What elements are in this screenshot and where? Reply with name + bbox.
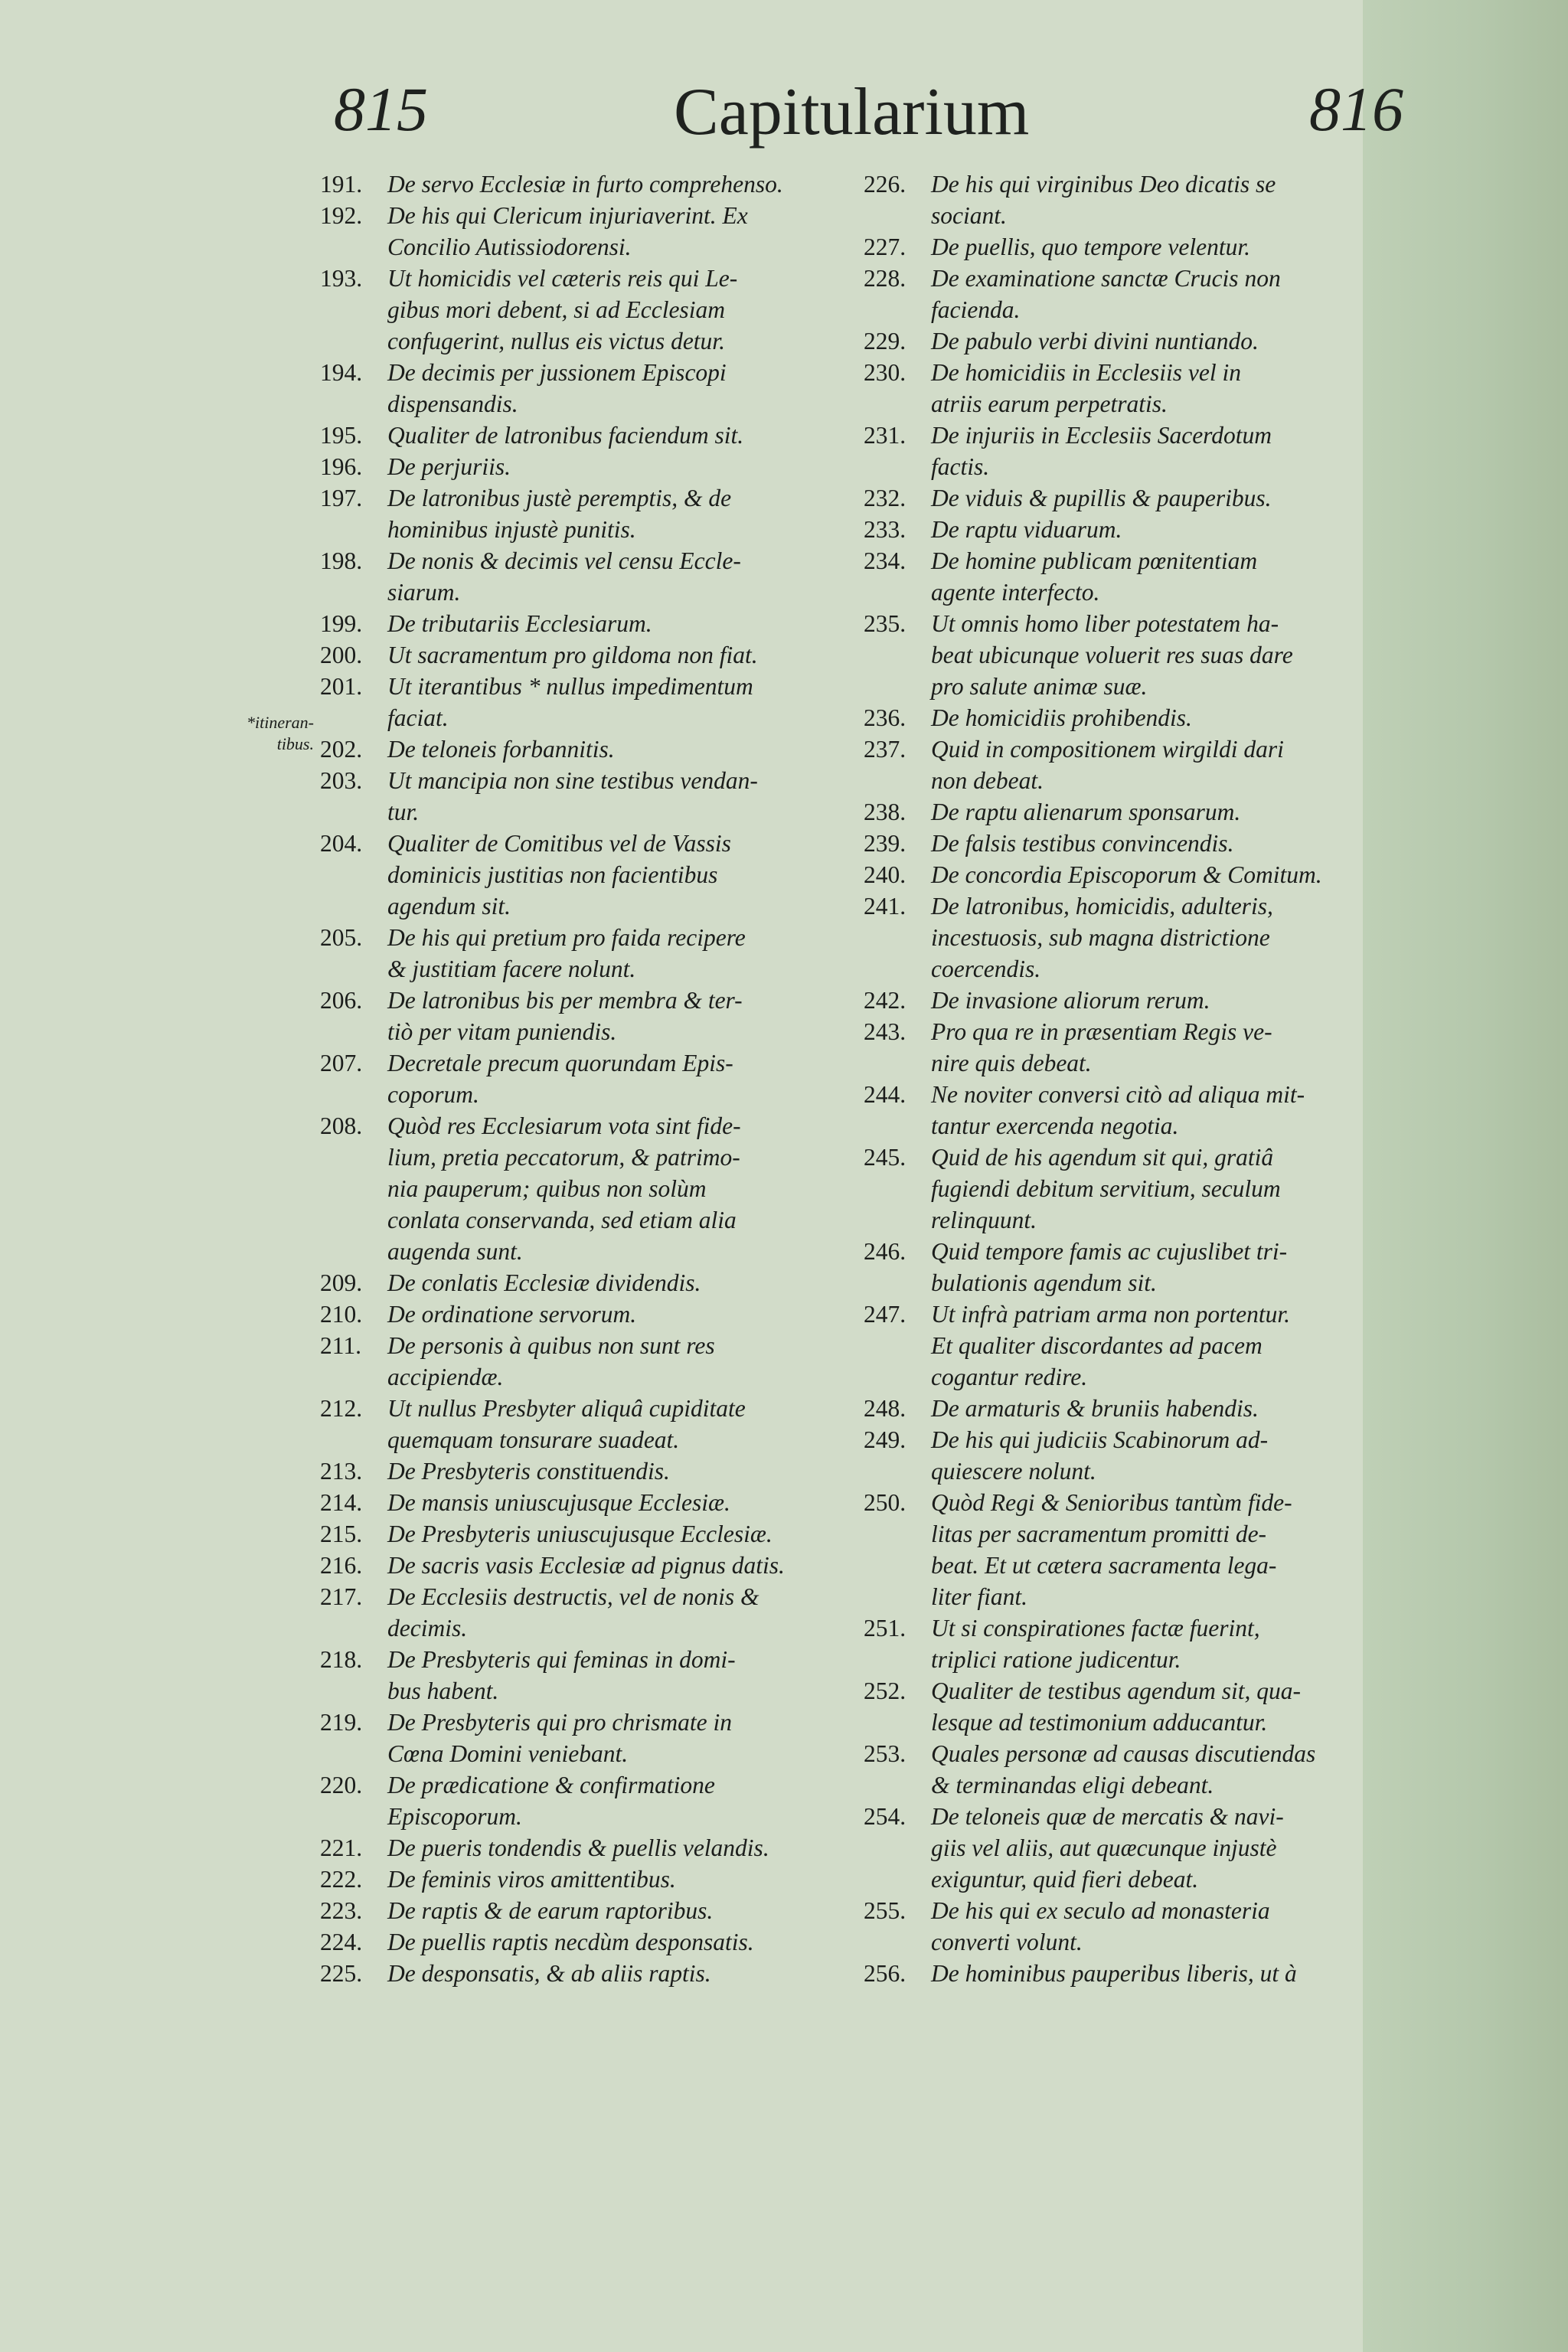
chapter-number: 191. [320, 171, 363, 198]
chapter-number: 202. [320, 736, 363, 763]
chapter-entry [864, 545, 1392, 608]
chapter-number: 250. [864, 1489, 906, 1516]
chapter-entry [320, 1487, 848, 1518]
chapter-number: 196. [320, 453, 363, 480]
chapter-number: 219. [320, 1709, 363, 1736]
chapter-entry [864, 608, 1392, 702]
chapter-number: 230. [864, 359, 906, 386]
chapter-title: De his qui Clericum injuriaverint. Ex Concilio Autissiodorensi. [387, 202, 748, 260]
chapter-title: De hominibus pauperibus liberis, ut à [931, 1960, 1297, 1987]
chapter-entry [864, 1895, 1392, 1958]
chapter-number: 205. [320, 924, 363, 951]
chapter-title: Ut mancipia non sine testibus vendan- tur. [387, 767, 758, 825]
chapter-entry [864, 796, 1392, 828]
chapter-title: Ut homicidis vel cæteris reis qui Le- gibus mori debent, si ad Ecclesiam confugerint, nullus eis victus detur. [387, 265, 738, 354]
chapter-entry [320, 1298, 848, 1330]
chapter-entry [320, 608, 848, 639]
chapter-number: 246. [864, 1238, 906, 1265]
chapter-title: De armaturis & bruniis habendis. [931, 1395, 1259, 1422]
chapter-number: 224. [320, 1929, 363, 1955]
chapter-title: De mansis uniuscujusque Ecclesiæ. [387, 1489, 730, 1516]
chapter-number: 237. [864, 736, 906, 763]
chapter-number: 212. [320, 1395, 363, 1422]
chapter-number: 195. [320, 422, 363, 449]
chapter-entry [864, 1016, 1392, 1079]
chapter-number: 217. [320, 1583, 363, 1610]
chapter-title: Quòd Regi & Senioribus tantùm fide- litas per sacramentum promitti de- beat. Et ut cætera sacramenta lega- liter fiant. [931, 1489, 1292, 1610]
chapter-number: 218. [320, 1646, 363, 1673]
chapter-title: De concordia Episcoporum & Comitum. [931, 861, 1322, 888]
chapter-entry [320, 922, 848, 985]
chapter-number: 242. [864, 987, 906, 1014]
chapter-entry [320, 985, 848, 1047]
chapter-entry [864, 325, 1392, 357]
chapter-title: De raptu viduarum. [931, 516, 1122, 543]
chapter-entry [864, 1958, 1392, 1989]
chapter-title: De raptis & de earum raptoribus. [387, 1897, 714, 1924]
chapter-title: De viduis & pupillis & pauperibus. [931, 485, 1272, 511]
chapter-entry [864, 231, 1392, 263]
chapter-entry [320, 357, 848, 420]
chapter-number: 216. [320, 1552, 363, 1579]
chapter-number: 234. [864, 547, 906, 574]
chapter-title: Quid in compositionem wirgildi dari non debeat. [931, 736, 1284, 794]
chapter-entry [864, 985, 1392, 1016]
page-number-left: 815 [334, 74, 428, 144]
chapter-entry [320, 1518, 848, 1550]
chapter-title: De servo Ecclesiæ in furto comprehenso. [387, 171, 783, 198]
chapter-entry [864, 1675, 1392, 1738]
chapter-title: De teloneis forbannitis. [387, 736, 615, 763]
page-number-right: 816 [1309, 74, 1403, 144]
chapter-entry [864, 420, 1392, 482]
chapter-number: 200. [320, 642, 363, 668]
chapter-number: 223. [320, 1897, 363, 1924]
page-gutter [1363, 0, 1568, 2352]
chapter-entry [320, 1110, 848, 1267]
chapter-number: 235. [864, 610, 906, 637]
chapter-title: De homine publicam pœnitentiam agente interfecto. [931, 547, 1258, 606]
chapter-entry [864, 1612, 1392, 1675]
chapter-title: De Presbyteris qui feminas in domi- bus habent. [387, 1646, 736, 1704]
chapter-entry [320, 1926, 848, 1958]
chapter-number: 226. [864, 171, 906, 198]
chapter-entry [320, 828, 848, 922]
chapter-title: De feminis viros amittentibus. [387, 1866, 676, 1893]
chapter-title: De Presbyteris qui pro chrismate in Cœna Domini veniebant. [387, 1709, 732, 1767]
chapter-entry [320, 451, 848, 482]
chapter-title: Ut nullus Presbyter aliquâ cupiditate quemquam tonsurare suadeat. [387, 1395, 746, 1453]
chapter-entry [320, 482, 848, 545]
chapter-entry [864, 1236, 1392, 1298]
chapter-title: Qualiter de testibus agendum sit, qua- lesque ad testimonium adducantur. [931, 1677, 1301, 1736]
chapter-number: 227. [864, 234, 906, 260]
chapter-title: De tributariis Ecclesiarum. [387, 610, 652, 637]
chapter-number: 249. [864, 1426, 906, 1453]
chapter-number: 229. [864, 328, 906, 354]
chapter-entry [864, 1142, 1392, 1236]
chapter-title: Ut infrà patriam arma non portentur. Et qualiter discordantes ad pacem cogantur redire. [931, 1301, 1291, 1390]
chapter-title: De perjuriis. [387, 453, 511, 480]
chapter-number: 248. [864, 1395, 906, 1422]
chapter-entry [320, 1864, 848, 1895]
chapter-title: De latronibus bis per membra & ter- tiò per vitam puniendis. [387, 987, 743, 1045]
chapter-entry [864, 1487, 1392, 1612]
chapter-title: De his qui virginibus Deo dicatis se sociant. [931, 171, 1276, 229]
chapter-number: 236. [864, 704, 906, 731]
chapter-entry [864, 263, 1392, 325]
chapter-title: De ordinatione servorum. [387, 1301, 637, 1328]
chapter-number: 245. [864, 1144, 906, 1171]
running-title: Capitularium [674, 75, 1030, 149]
chapter-title: De falsis testibus convincendis. [931, 830, 1234, 857]
chapter-entry [864, 1079, 1392, 1142]
right-column-entries [864, 168, 1392, 1989]
chapter-title: De homicidiis in Ecclesiis vel in atriis earum perpetratis. [931, 359, 1242, 417]
chapter-number: 251. [864, 1615, 906, 1642]
chapter-title: De invasione aliorum rerum. [931, 987, 1210, 1014]
chapter-entry [320, 765, 848, 828]
chapter-title: Qualiter de Comitibus vel de Vassis dominicis justitias non facientibus agendum sit. [387, 830, 731, 920]
chapter-title: De raptu alienarum sponsarum. [931, 799, 1241, 825]
chapter-title: Quòd res Ecclesiarum vota sint fide- lium, pretia peccatorum, & patrimo- nia pauperum; quibus non solùm conlata conservanda, sed etiam alia augenda sunt. [387, 1112, 741, 1265]
chapter-entry [864, 828, 1392, 859]
chapter-number: 253. [864, 1740, 906, 1767]
chapter-number: 203. [320, 767, 363, 794]
chapter-title: De homicidiis prohibendis. [931, 704, 1192, 731]
chapter-entry [320, 1644, 848, 1707]
chapter-entry [320, 1393, 848, 1455]
chapter-number: 220. [320, 1772, 363, 1798]
chapter-number: 233. [864, 516, 906, 543]
chapter-number: 192. [320, 202, 363, 229]
chapter-number: 213. [320, 1458, 363, 1485]
left-column-entries [320, 168, 848, 1989]
chapter-entry [864, 168, 1392, 231]
chapter-entry [320, 1581, 848, 1644]
chapter-number: 208. [320, 1112, 363, 1139]
chapter-entry [320, 168, 848, 200]
chapter-entry [864, 733, 1392, 796]
chapter-entry [864, 1393, 1392, 1424]
chapter-title: Ut omnis homo liber potestatem ha- beat ubicunque voluerit res suas dare pro salute animæ suæ. [931, 610, 1293, 700]
chapter-title: Qualiter de latronibus faciendum sit. [387, 422, 744, 449]
chapter-title: Ut sacramentum pro gildoma non fiat. [387, 642, 758, 668]
chapter-number: 221. [320, 1834, 363, 1861]
chapter-number: 252. [864, 1677, 906, 1704]
chapter-title: De personis à quibus non sunt res accipiendæ. [387, 1332, 715, 1390]
chapter-number: 238. [864, 799, 906, 825]
chapter-number: 232. [864, 485, 906, 511]
chapter-entry [864, 890, 1392, 985]
chapter-number: 207. [320, 1050, 363, 1076]
chapter-number: 244. [864, 1081, 906, 1108]
chapter-entry [320, 1330, 848, 1393]
chapter-number: 243. [864, 1018, 906, 1045]
chapter-entry [320, 1267, 848, 1298]
margin-note: *itineran- tibus. [247, 713, 314, 753]
chapter-number: 210. [320, 1301, 363, 1328]
chapter-number: 240. [864, 861, 906, 888]
chapter-title: De Presbyteris uniuscujusque Ecclesiæ. [387, 1521, 773, 1547]
chapter-number: 209. [320, 1269, 363, 1296]
chapter-entry [320, 733, 848, 765]
chapter-entry [320, 1832, 848, 1864]
chapter-number: 198. [320, 547, 363, 574]
chapter-number: 215. [320, 1521, 363, 1547]
chapter-number: 225. [320, 1960, 363, 1987]
chapter-entry [320, 1455, 848, 1487]
chapter-entry [320, 1769, 848, 1832]
chapter-title: De desponsatis, & ab aliis raptis. [387, 1960, 711, 1987]
chapter-title: Quales personæ ad causas discutiendas & terminandas eligi debeant. [931, 1740, 1316, 1798]
chapter-title: De Ecclesiis destructis, vel de nonis & decimis. [387, 1583, 760, 1642]
chapter-entry [864, 859, 1392, 890]
chapter-number: 199. [320, 610, 363, 637]
chapter-title: Ut iterantibus * nullus impedimentum faciat. [387, 673, 753, 731]
chapter-number: 193. [320, 265, 363, 292]
chapter-entry [320, 671, 848, 733]
chapter-number: 241. [864, 893, 906, 920]
chapter-entry [864, 1298, 1392, 1393]
chapter-title: De sacris vasis Ecclesiæ ad pignus datis. [387, 1552, 785, 1579]
chapter-entry [864, 1424, 1392, 1487]
chapter-number: 247. [864, 1301, 906, 1328]
chapter-title: De latronibus justè peremptis, & de hominibus injustè punitis. [387, 485, 732, 543]
chapter-entry [864, 482, 1392, 514]
chapter-entry [320, 1047, 848, 1110]
chapter-number: 228. [864, 265, 906, 292]
chapter-title: Pro qua re in præsentiam Regis ve- nire quis debeat. [931, 1018, 1272, 1076]
chapter-title: De injuriis in Ecclesiis Sacerdotum factis. [931, 422, 1272, 480]
chapter-entry [320, 545, 848, 608]
chapter-title: Ut si conspirationes factæ fuerint, triplici ratione judicentur. [931, 1615, 1260, 1673]
chapter-number: 254. [864, 1803, 906, 1830]
chapter-entry [320, 1707, 848, 1769]
chapter-entry [320, 1958, 848, 1989]
chapter-number: 194. [320, 359, 363, 386]
chapter-number: 256. [864, 1960, 906, 1987]
chapter-title: De pabulo verbi divini nuntiando. [931, 328, 1259, 354]
chapter-entry [864, 1801, 1392, 1895]
chapter-title: De his qui ex seculo ad monasteria converti volunt. [931, 1897, 1270, 1955]
chapter-title: De teloneis quæ de mercatis & navi- giis vel aliis, aut quæcunque injustè exiguntur, quid fieri debeat. [931, 1803, 1284, 1893]
chapter-title: De latronibus, homicidis, adulteris, incestuosis, sub magna districtione coercendis. [931, 893, 1273, 982]
chapter-entry [864, 514, 1392, 545]
chapter-title: Ne noviter conversi citò ad aliqua mit- tantur exercenda negotia. [931, 1081, 1305, 1139]
chapter-number: 239. [864, 830, 906, 857]
chapter-title: De puellis, quo tempore velentur. [931, 234, 1250, 260]
chapter-title: De decimis per jussionem Episcopi dispensandis. [387, 359, 727, 417]
chapter-number: 197. [320, 485, 363, 511]
chapter-title: De Presbyteris constituendis. [387, 1458, 670, 1485]
chapter-title: De prædicatione & confirmatione Episcoporum. [387, 1772, 715, 1830]
chapter-number: 201. [320, 673, 363, 700]
chapter-title: Quid de his agendum sit qui, gratiâ fugiendi debitum servitium, seculum relinquunt. [931, 1144, 1281, 1233]
chapter-entry [320, 1895, 848, 1926]
chapter-number: 204. [320, 830, 363, 857]
chapter-title: De pueris tondendis & puellis velandis. [387, 1834, 769, 1861]
chapter-entry [320, 263, 848, 357]
chapter-number: 206. [320, 987, 363, 1014]
chapter-entry [320, 639, 848, 671]
chapter-number: 255. [864, 1897, 906, 1924]
chapter-number: 214. [320, 1489, 363, 1516]
chapter-title: Quid tempore famis ac cujuslibet tri- bulationis agendum sit. [931, 1238, 1288, 1296]
chapter-number: 222. [320, 1866, 363, 1893]
chapter-entry [320, 1550, 848, 1581]
chapter-title: De conlatis Ecclesiæ dividendis. [387, 1269, 701, 1296]
chapter-entry [864, 357, 1392, 420]
chapter-entry [864, 702, 1392, 733]
chapter-title: De nonis & decimis vel censu Eccle- siarum. [387, 547, 741, 606]
chapter-number: 211. [320, 1332, 361, 1359]
chapter-entry [864, 1738, 1392, 1801]
chapter-title: Decretale precum quorundam Epis- coporum. [387, 1050, 733, 1108]
chapter-title: De puellis raptis necdùm desponsatis. [387, 1929, 754, 1955]
chapter-entry [320, 200, 848, 263]
chapter-title: De his qui pretium pro faida recipere & justitiam facere nolunt. [387, 924, 746, 982]
chapter-title: De his qui judiciis Scabinorum ad- quiescere nolunt. [931, 1426, 1269, 1485]
chapter-number: 231. [864, 422, 906, 449]
chapter-entry [320, 420, 848, 451]
chapter-title: De examinatione sanctæ Crucis non facienda. [931, 265, 1281, 323]
